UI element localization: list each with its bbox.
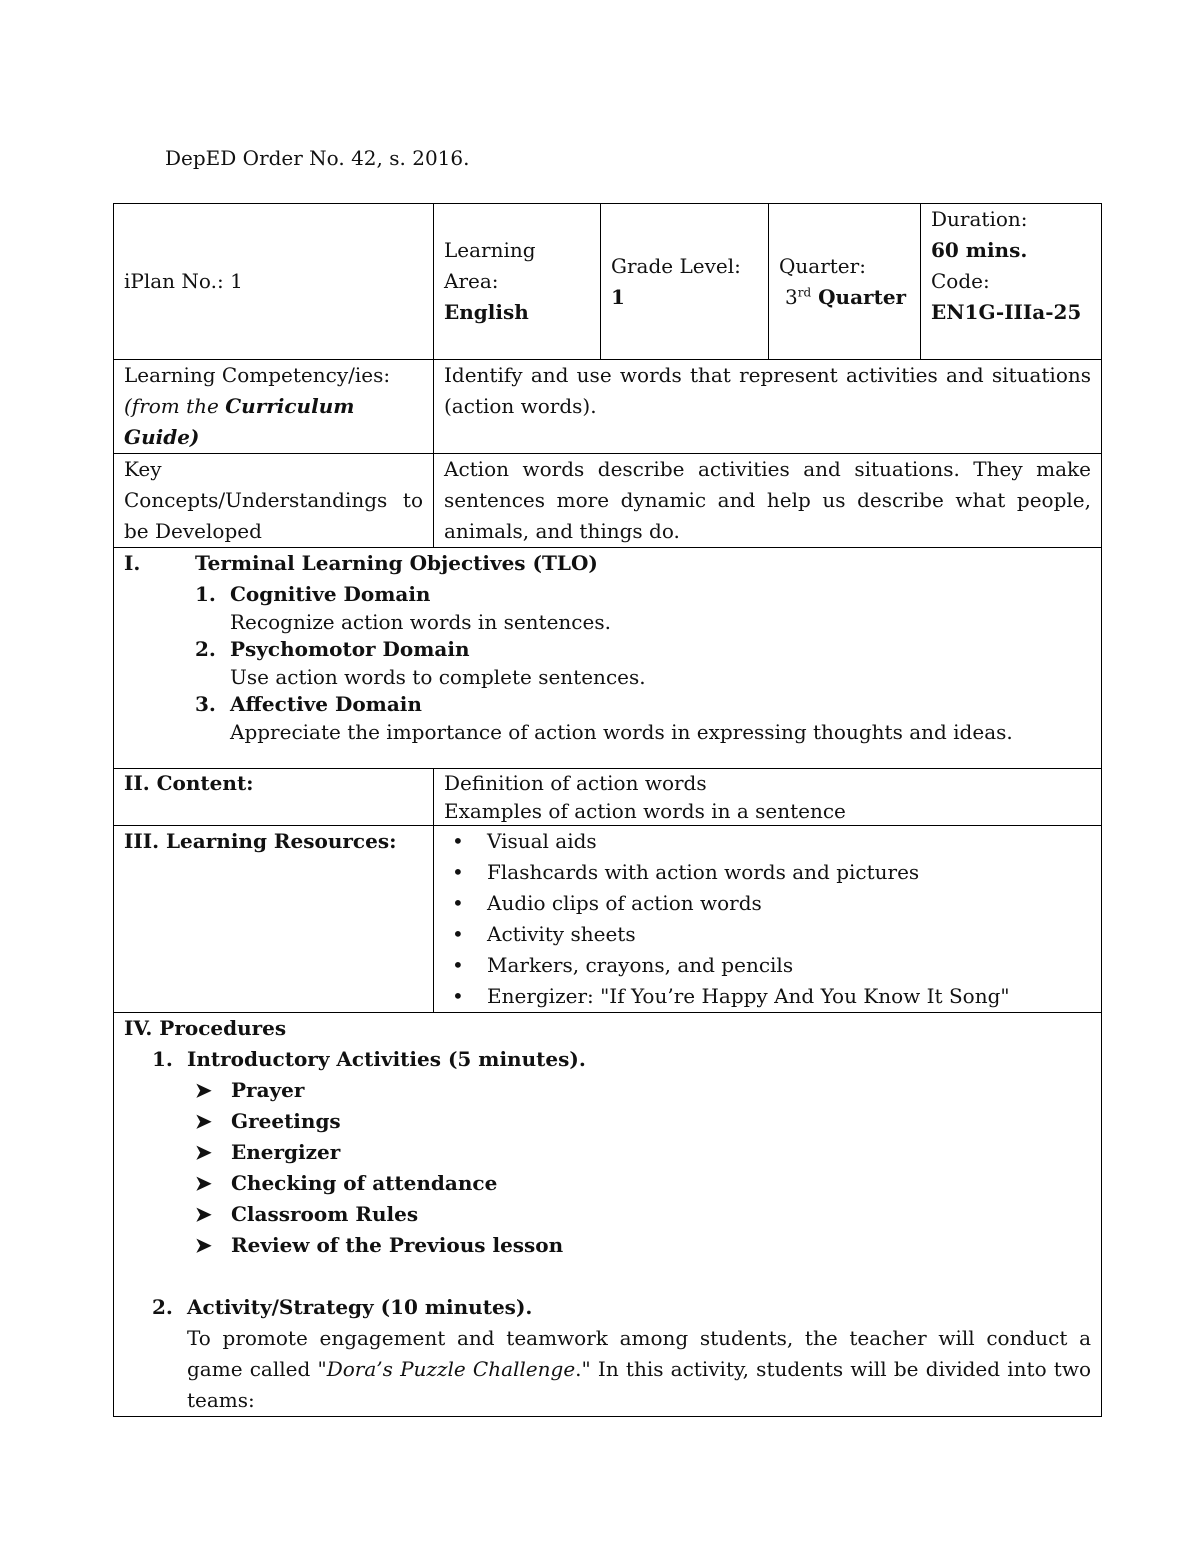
resource-text: Audio clips of action words	[487, 891, 762, 915]
tlo-item	[195, 579, 1091, 610]
activity-text: Prayer	[231, 1078, 305, 1102]
intro-activities-list	[152, 1075, 1091, 1261]
list-item	[452, 981, 1091, 1012]
activity-text: Checking of attendance	[231, 1171, 498, 1195]
list-item	[195, 1168, 1091, 1199]
bullet-icon: •	[452, 922, 464, 946]
header-row	[114, 204, 1102, 360]
arrow-icon: ➤	[195, 1171, 212, 1195]
competency-note-bold: Curriculum Guide)	[124, 394, 355, 449]
bullet-icon: •	[452, 953, 464, 977]
deped-order-line: DepED Order No. 42, s. 2016.	[165, 146, 470, 170]
learning-area-label: Learning Area:	[444, 238, 536, 293]
key-concepts-row	[114, 454, 1102, 548]
arrow-icon: ➤	[195, 1078, 212, 1102]
tlo-item-text: Use action words to complete sentences.	[230, 665, 646, 689]
step2-text-before: To promote engagement and teamwork among students, the teacher will conduct a game called "	[187, 1326, 1091, 1381]
content-row	[114, 769, 1102, 826]
bullet-icon: •	[452, 829, 464, 853]
grade-level-cell	[601, 204, 769, 360]
quarter-cell	[769, 204, 921, 360]
bullet-icon: •	[452, 984, 464, 1008]
bullet-icon: •	[452, 891, 464, 915]
grade-level-value: 1	[611, 284, 625, 309]
procedures-cell	[114, 1013, 1102, 1417]
learning-area-value: English	[444, 300, 529, 324]
tlo-item-number: 1.	[195, 582, 216, 606]
list-item	[195, 1137, 1091, 1168]
competency-row	[114, 360, 1102, 454]
list-item	[452, 857, 1091, 888]
tlo-row	[114, 548, 1102, 769]
step2-game-name: Dora’s Puzzle Challenge	[326, 1357, 576, 1381]
arrow-icon: ➤	[195, 1140, 212, 1164]
resource-text: Visual aids	[487, 829, 597, 853]
tlo-item	[195, 689, 1091, 720]
step2-text-after: ." In this activity, students will be divided into two teams:	[187, 1357, 1092, 1412]
step-title: Activity/Strategy (10 minutes).	[187, 1295, 533, 1319]
resources-cell	[434, 826, 1102, 1013]
bullet-icon: •	[452, 860, 464, 884]
activity-text: Review of the Previous lesson	[231, 1233, 564, 1257]
list-item	[452, 950, 1091, 981]
procedure-step	[152, 1292, 1091, 1323]
procedures-row	[114, 1013, 1102, 1417]
tlo-heading	[124, 548, 1091, 579]
tlo-item-number: 3.	[195, 692, 216, 716]
activity-text: Energizer	[231, 1140, 341, 1164]
list-item	[195, 1106, 1091, 1137]
competency-note	[124, 391, 423, 453]
tlo-cell	[114, 548, 1102, 769]
procedures-steps	[124, 1044, 1091, 1416]
arrow-icon: ➤	[195, 1109, 212, 1133]
content-line: Examples of action words in a sentence	[444, 799, 846, 823]
step-number: 1.	[152, 1047, 173, 1071]
iplan-cell	[114, 204, 434, 360]
iplan-value: 1	[230, 269, 243, 293]
resources-label: III. Learning Resources:	[114, 826, 434, 1013]
iplan-label: iPlan No.:	[124, 269, 231, 293]
competency-label: Learning Competency/ies:	[124, 363, 391, 387]
lesson-plan-table	[113, 203, 1102, 1417]
code-value: EN1G-IIIa-25	[931, 300, 1082, 324]
key-concepts-text: Action words describe activities and situations. They make sentences more dynamic and help us describe what people, animals, and things do.	[434, 454, 1102, 548]
duration-code-cell	[921, 204, 1102, 360]
quarter-word: Quarter	[811, 284, 907, 309]
tlo-numeral: I.	[124, 551, 141, 575]
quarter-label: Quarter:	[779, 253, 866, 278]
content-label: II. Content:	[114, 769, 434, 826]
resources-row	[114, 826, 1102, 1013]
step-number: 2.	[152, 1295, 173, 1319]
grade-level-label: Grade Level:	[611, 253, 741, 278]
tlo-item-title: Psychomotor Domain	[230, 637, 470, 661]
procedure-step	[152, 1044, 1091, 1075]
resource-text: Flashcards with action words and pictures	[487, 860, 920, 884]
resources-list	[444, 826, 1091, 1012]
tlo-title: Terminal Learning Objectives (TLO)	[195, 551, 598, 575]
resource-text: Activity sheets	[487, 922, 636, 946]
activity-text: Classroom Rules	[231, 1202, 419, 1226]
content-line: Definition of action words	[444, 771, 707, 795]
quarter-ordinal: rd	[797, 284, 812, 299]
duration-label: Duration:	[931, 207, 1028, 231]
list-item	[195, 1075, 1091, 1106]
duration-value: 60 mins.	[931, 238, 1028, 262]
competency-note-prefix: (from the	[124, 394, 226, 418]
learning-area-cell	[434, 204, 601, 360]
procedures-title: IV. Procedures	[124, 1016, 287, 1040]
competency-text: Identify and use words that represent activities and situations (action words).	[434, 360, 1102, 454]
quarter-number: 3	[785, 284, 798, 309]
list-item	[195, 1199, 1091, 1230]
tlo-item-text: Appreciate the importance of action words in expressing thoughts and ideas.	[230, 720, 1013, 744]
tlo-items	[124, 579, 1091, 744]
key-concepts-label: Key Concepts/Understandings to be Developed	[114, 454, 434, 548]
arrow-icon: ➤	[195, 1233, 212, 1257]
tlo-item-title: Affective Domain	[230, 692, 422, 716]
list-item	[452, 826, 1091, 857]
tlo-item-title: Cognitive Domain	[230, 582, 431, 606]
resource-text: Energizer: "If You’re Happy And You Know It Song"	[487, 984, 1010, 1008]
content-cell	[434, 769, 1102, 826]
list-item	[452, 888, 1091, 919]
activity-text: Greetings	[231, 1109, 341, 1133]
resource-text: Markers, crayons, and pencils	[487, 953, 794, 977]
quarter-value	[779, 282, 910, 313]
step2-paragraph	[152, 1323, 1091, 1416]
list-item	[195, 1230, 1091, 1261]
list-item	[452, 919, 1091, 950]
tlo-item	[195, 634, 1091, 665]
tlo-item-text: Recognize action words in sentences.	[230, 610, 611, 634]
arrow-icon: ➤	[195, 1202, 212, 1226]
step-title: Introductory Activities (5 minutes).	[187, 1047, 586, 1071]
tlo-item-number: 2.	[195, 637, 216, 661]
code-label: Code:	[931, 269, 990, 293]
competency-label-cell	[114, 360, 434, 454]
